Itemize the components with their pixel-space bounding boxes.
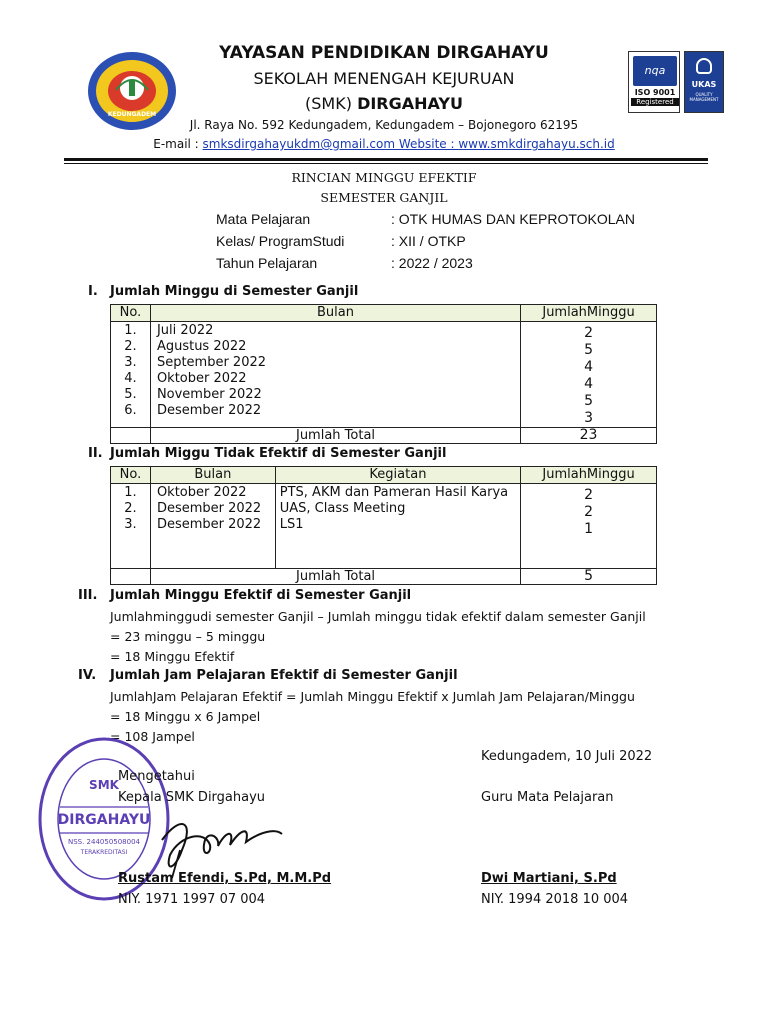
table-cell: 5 [584,342,593,358]
table-cell: 5 [584,393,593,409]
foundation-name: YAYASAN PENDIDIKAN DIRGAHAYU [219,43,549,63]
total-label: Jumlah Total [150,569,520,585]
section-3-result: = 18 Minggu Efektif [110,649,235,664]
ukas-certificate-badge: UKAS QUALITY MANAGEMENT [684,51,724,113]
stamp-text-smk: SMK [89,778,119,792]
col-header-jumlah: JumlahMinggu [521,467,657,484]
table-cell: 6. [124,403,137,418]
header-divider-thin [64,163,708,164]
table-cell: Desember 2022 [156,403,262,418]
section-2-title: Jumlah Miggu Tidak Efektif di Semester Ganjil [110,446,447,461]
total-label: Jumlah Total [150,428,520,444]
school-type: SEKOLAH MENENGAH KEJURUAN [253,69,515,88]
table-cell: Desember 2022 [156,517,262,532]
meta-value-subject: : OTK HUMAS DAN KEPROTOKOLAN [391,211,636,227]
iso-certificate-badge: nqa ISO 9001 Registered [628,51,680,113]
meta-label-class: Kelas/ ProgramStudi [216,233,345,249]
table-cell: 2 [584,325,593,341]
meta-label-year: Tahun Pelajaran [216,255,318,271]
col-header-no: No. [111,467,151,484]
table-cell: 3 [584,410,593,426]
table-cell: 2. [124,501,137,516]
col-header-bulan: Bulan [150,305,520,322]
table-cell: 1. [124,485,137,500]
website-link[interactable]: www.smkdirgahayu.sch.id [458,137,615,151]
table-cell: Oktober 2022 [156,485,247,500]
stamp-text-status: TERAKREDITASI [80,849,128,856]
meta-value-year: : 2022 / 2023 [391,255,473,271]
col-header-kegiatan: Kegiatan [275,467,520,484]
principal-name: Rustam Efendi, S.Pd, M.M.Pd [118,871,332,886]
total-value: 23 [521,428,657,444]
section-3-calculation: = 23 minggu – 5 minggu [110,629,266,644]
col-header-no: No. [111,305,151,322]
section-2-number: II. [88,446,103,461]
col-header-jumlah: JumlahMinggu [521,305,657,322]
teacher-name: Dwi Martiani, S.Pd [481,871,617,886]
table-cell: 2. [124,339,137,354]
meta-value-class: : XII / OTKP [391,233,466,249]
section-1-title: Jumlah Minggu di Semester Ganjil [110,284,359,299]
table-cell: UAS, Class Meeting [279,501,406,516]
header-divider [64,158,708,161]
school-name: (SMK) DIRGAHAYU [305,94,463,113]
table-cell: Desember 2022 [156,501,262,516]
section-1-number: I. [88,284,98,299]
email-link[interactable]: smksdirgahayukdm@gmail.com [202,137,396,151]
table-cell: 1. [124,323,137,338]
principal-id: NIY. 1971 1997 07 004 [118,892,266,907]
document-title: RINCIAN MINGGU EFEKTIF [291,170,477,185]
table-cell: 4. [124,371,137,386]
table-cell: 4 [584,376,593,392]
col-header-bulan: Bulan [150,467,275,484]
table-non-effective-weeks [110,466,657,585]
stamp-text-nss: NSS. 244050508004 [67,838,141,846]
section-4-number: IV. [78,668,97,683]
meta-label-subject: Mata Pelajaran [216,211,311,227]
document-subtitle: SEMESTER GANJIL [320,190,448,205]
section-4-calculation: = 18 Minggu x 6 Jampel [110,709,261,724]
table-cell: Agustus 2022 [156,339,247,354]
principal-title: Kepala SMK Dirgahayu [118,790,266,805]
logo-caption: KEDUNGADEM [107,111,157,118]
table-cell: September 2022 [156,355,267,370]
table-cell: 4 [584,359,593,375]
teacher-title: Guru Mata Pelajaran [481,790,614,805]
stamp-text-school: DIRGAHAYU [57,812,151,828]
table-cell: 3. [124,517,137,532]
contact-line: E-mail : smksdirgahayukdm@gmail.com Website : www.smkdirgahayu.sch.id [153,137,615,151]
table-cell: 2 [584,504,594,520]
table-cell: 5. [124,387,137,402]
table-cell: 2 [584,487,594,503]
acknowledged-label: Mengetahui [118,769,195,784]
section-4-title: Jumlah Jam Pelajaran Efektif di Semester Ganjil [110,668,458,683]
section-3-formula: Jumlahminggudi semester Ganjil – Jumlah minggu tidak efektif dalam semester Ganjil [110,609,646,624]
section-3-title: Jumlah Minggu Efektif di Semester Ganjil [110,588,412,603]
section-4-formula: JumlahJam Pelajaran Efektif = Jumlah Minggu Efektif x Jumlah Jam Pelajaran/Minggu [110,689,635,704]
table-cell: PTS, AKM dan Pameran Hasil Karya [279,485,509,500]
principal-signature [150,810,290,880]
table-weeks [110,304,657,444]
place-date: Kedungadem, 10 Juli 2022 [481,749,653,764]
table-cell: November 2022 [156,387,262,402]
table-cell: Oktober 2022 [156,371,247,386]
table-cell: LS1 [279,517,304,532]
table-cell: 3. [124,355,137,370]
total-value: 5 [521,569,657,585]
school-address: Jl. Raya No. 592 Kedungadem, Kedungadem – Bojonegoro 62195 [189,118,579,132]
teacher-id: NIY. 1994 2018 10 004 [481,892,629,907]
section-4-result: = 108 Jampel [110,729,195,744]
table-cell: Juli 2022 [156,323,214,338]
section-3-number: III. [78,588,98,603]
table-cell: 1 [584,521,594,537]
